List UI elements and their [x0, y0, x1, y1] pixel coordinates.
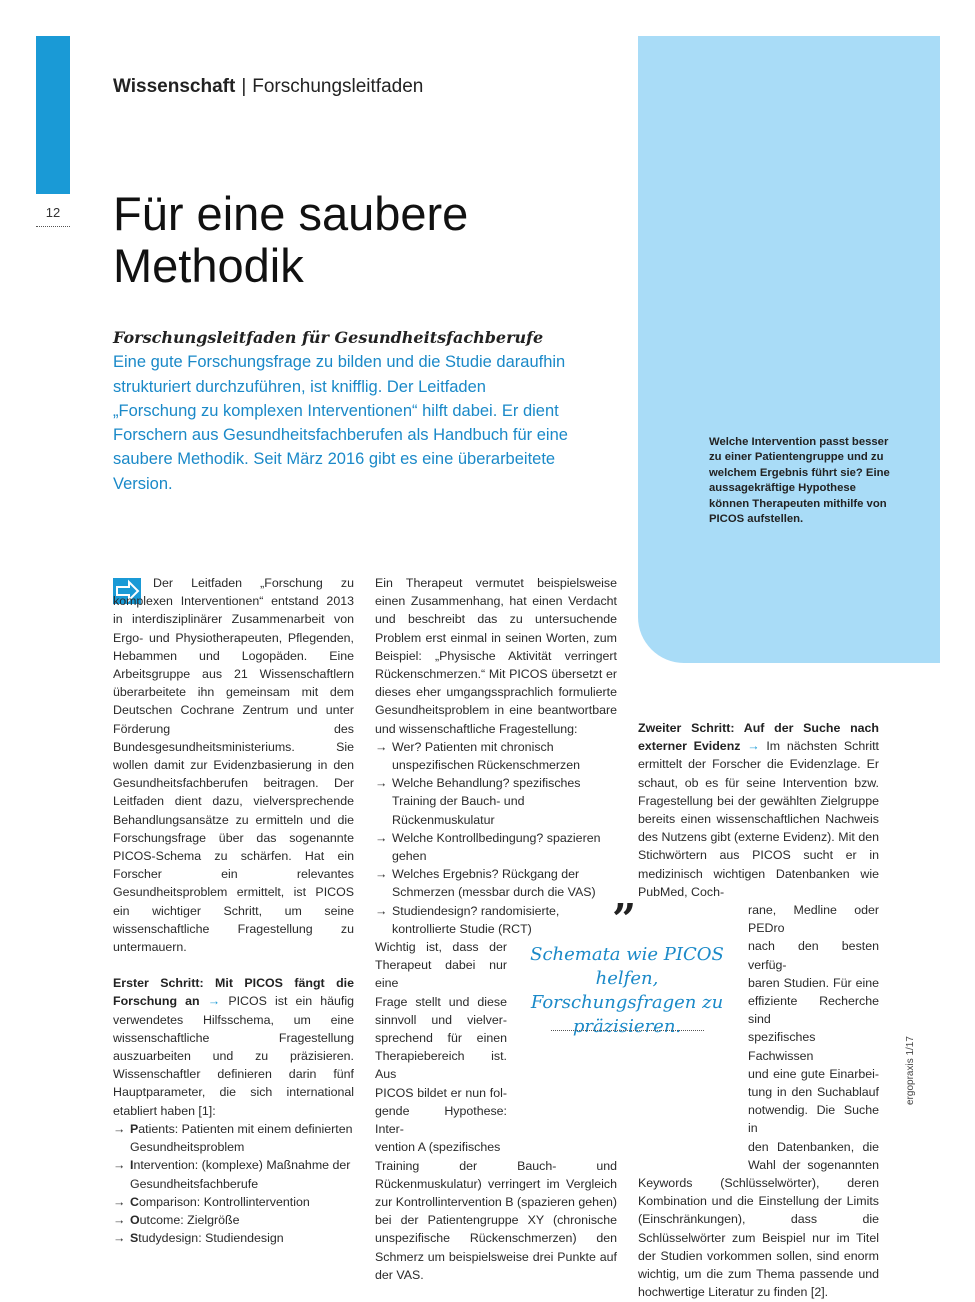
arrow-bullet-icon: →: [375, 903, 388, 918]
intro-paragraph: Der Leitfaden „Forschung zu komplexen Interventionen“ entstand 2013 in interdisziplinärer Zusammenarbeit von Ergo- und Physiotherapeuten, Pflegenden, Hebammen und Logopäden. Eine Arbeitsgruppe aus 21 Wissenschaftlern überarbeitete ihn gemeinsam mit dem Deutschen Cochrane Zentrum und unter Förderung des Bundesgesundheitsministeriums. Sie wollen damit zur Evidenzbasierung in den Gesundheitsfachberufen beitragen. Der Leitfaden dient dazu, vielversprechende Behandlungsansätze zu ermitteln und die Forschungsfrage über das sogenannte PICOS-Schema zu schärfen. Hat ein Forscher ein relevantes Gesundheitsproblem ermittelt, ist PICOS ein wichtiger Schritt, um seine wissenschaftliche Fragestellung zu untermauern.: [113, 576, 354, 955]
list-item: → Welche Kontrollbedingung? spazieren gehen: [375, 830, 601, 864]
photo-panel: [638, 36, 940, 663]
step2-text: Im nächsten Schritt ermittelt der Forscher die Evidenzlage. Er schaut, ob es für seine Intervention bzw. Fragestellung bei der gewählten Zielgruppe bereits einen wissenschaftlichen Nachweis des Nutzens gibt (externe Evidenz). Mit den Stichwörtern aus PICOS sucht er in medizinisch wichtigen Datenbanken wie PubMed, Coch-: [638, 739, 879, 899]
arrow-bullet-icon: →: [375, 867, 388, 882]
list-item: → Welches Ergebnis? Rückgang der Schmerzen (messbar durch die VAS): [375, 867, 596, 900]
list-item: → Patients: Patienten mit einem definierten Gesundheitsproblem: [113, 1121, 353, 1155]
arrow-bullet-icon: →: [375, 776, 388, 791]
column-3: [638, 719, 879, 1302]
page-number: 12: [45, 205, 61, 220]
step1-text: PICOS ist ein häufig verwendetes Hilfsschema, um eine wissenschaftliche Fragestellung auszuarbeiten und zu präzisieren. Wissenschaftler definieren darin fünf Hauptparameter, die sich international etabliert haben [1]:: [113, 994, 354, 1118]
blue-accent-bar: [36, 36, 70, 194]
step2-narrow-lines: rane, Medline oder PEDro nach den besten verfüg- baren Studien. Für eine effiziente Recherche sind spezifisches Fachwissen und eine gute Einarbei- tung in den Suchablauf notwendig. Die Suche in den Datenbanken, die Wahl der sogenannten: [748, 903, 879, 1172]
list-item: → Welche Behandlung? spezifisches Training der Bauch- und Rückenmuskulatur: [375, 776, 581, 827]
page-number-divider: [36, 226, 70, 227]
lead-paragraph: [113, 326, 568, 496]
step1-heading: Erster Schritt: Mit PICOS fängt die Forschung an: [113, 976, 354, 1009]
arrow-bullet-icon: →: [375, 830, 388, 845]
arrow-bullet-icon: →: [113, 1212, 126, 1227]
quote-mark-icon: ”: [612, 895, 637, 944]
section-header: [113, 76, 423, 98]
picos-list: [113, 1120, 354, 1247]
journal-footer: ergopraxis 1/17: [905, 1036, 916, 1105]
list-item: → Outcome: Zielgröße: [113, 1211, 354, 1229]
step2-heading: Zweiter Schritt: Auf der Suche nach externer Evidenz: [638, 721, 879, 754]
hypothesis-paragraph: Training der Bauch- und Rückenmuskulatur) verringert im Vergleich zur Kontrollintervention B (spazieren gehen) bei der Patientengruppe XY (chronische unspezifische Rückenschmerzen) den Schmerz um beispielsweise drei Punkte auf der VAS.: [375, 1158, 617, 1282]
list-item: → Wer? Patienten mit chronisch unspezifischen Rückenschmerzen: [375, 739, 581, 773]
title-line-1: Für eine saubere: [113, 187, 469, 240]
step2-paragraph: [638, 719, 879, 901]
question-list: [375, 738, 617, 938]
lead-kicker: Forschungsleitfaden für Gesundheitsfachberufe: [113, 328, 544, 347]
page-title: [113, 188, 468, 292]
example-paragraph: Ein Therapeut vermutet beispielsweise einen Zusammenhang, hat einen Verdacht und beschreibt das zu untersuchende Problem erst einmal in seinen Worten, zum Beispiel: „Physische Aktivität verringert Rückenschmerzen.“ Mit PICOS übersetzt er dieses eher umgangssprachlich formulierte Gesundheitsproblem in eine beantwortbare und wissenschaftliche Fragestellung:: [375, 576, 617, 736]
lead-text: Eine gute Forschungsfrage zu bilden und die Studie daraufhin strukturiert durchzuführen, ist knifflig. Der Leitfaden „Forschung zu komplexen Interventionen“ hilft dabei. Er dient Forschern aus Gesundheitsfachberufen als Handbuch für eine saubere Methodik. Seit März 2016 gibt es eine überarbeitete Version.: [113, 353, 568, 493]
arrow-bullet-icon: →: [113, 1231, 126, 1246]
list-item: → Comparison: Kontrollintervention: [113, 1193, 354, 1211]
arrow-bullet-icon: →: [375, 739, 388, 754]
hypothesis-narrow-lines: Wichtig ist, dass der Therapeut dabei nur eine Frage stellt und diese sinnvoll und vielver- sprechend für einen Therapiebereich ist. Aus PICOS bildet er nun fol- gende Hypothese: Inter- vention A (spezifisches: [375, 940, 507, 1155]
arrow-right-icon: →: [207, 994, 221, 1009]
list-item: → Intervention: (komplexe) Maßnahme der Gesundheitsfachberufe: [113, 1158, 351, 1191]
pull-quote: Schemata wie PICOS helfen, Forschungsfragen zu präzisieren.: [530, 944, 724, 1037]
arrow-bullet-icon: →: [113, 1158, 126, 1173]
column-2: [375, 574, 617, 1284]
subsection-name: Forschungsleitfaden: [252, 76, 424, 97]
arrow-bullet-icon: →: [113, 1194, 126, 1209]
section-name: Wissenschaft: [113, 76, 236, 97]
arrow-bullet-icon: →: [113, 1121, 126, 1136]
list-item: → Studiendesign? randomisierte, kontrollierte Studie (RCT): [375, 903, 560, 936]
step1-paragraph: [113, 974, 354, 1120]
column-1: [113, 574, 354, 1247]
list-item: → Studydesign: Studiendesign: [113, 1229, 354, 1247]
title-line-2: Methodik: [113, 239, 304, 292]
header-separator: |: [241, 76, 247, 97]
arrow-right-icon: →: [747, 739, 760, 754]
photo-caption: Welche Intervention passt besser zu einer Patientengruppe und zu welchem Ergebnis führt sie? Eine aussagekräftige Hypothese können Therapeuten mithilfe von PICOS aufstellen.: [709, 436, 890, 526]
step2-rest-paragraph: Keywords (Schlüsselwörter), deren Kombination und die Einstellung der Limits (Einschränkungen), dass die Schlüsselwörter zum Beispiel nur im Titel der Studien vorkommen sollen, sind enorm wichtig, um die zum Thema passende und hochwertige Literatur zu finden [2].: [638, 1176, 879, 1300]
